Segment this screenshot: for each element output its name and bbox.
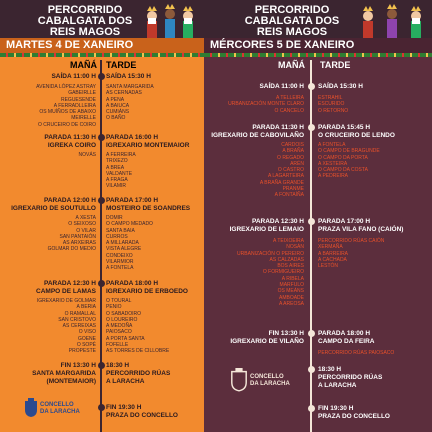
street-name: A FERREIRA (106, 152, 136, 158)
route-label-2: A LARACHA (106, 378, 145, 385)
street-name: A XESTA (75, 215, 96, 221)
street-name: SAN PANTAIÓN (59, 233, 96, 240)
finish-time: FIN 13:30 H (60, 362, 96, 369)
street-list-afternoon-2 (106, 152, 136, 190)
street-name: O CASTRO (277, 167, 304, 174)
street-name: GABEIRLLE (68, 90, 96, 97)
timeline-dot (308, 83, 315, 90)
street-name: A RIBELA (281, 275, 304, 282)
street-name: PERCORRIDO RÚAS CAIÓN (318, 238, 385, 244)
street-name: A XESTEIRA (318, 160, 348, 167)
street-list-morning-4 (37, 298, 96, 355)
street-name: A FERRADLLEIRA (53, 102, 96, 109)
street-name: LESTÓN (318, 263, 339, 270)
street-name: A BARREIRA (318, 250, 349, 257)
finish-place: SANTA MARGARIDA (32, 370, 96, 377)
stop-place: IGREXARIO DE LEMAIO (229, 226, 304, 233)
street-name: VILAMIR (106, 183, 127, 190)
street-name: O VILAR (76, 227, 96, 234)
afternoon-heading: TARDE (106, 60, 137, 70)
street-name: O CANCELO (274, 107, 304, 114)
left-panel-tuesday (0, 0, 204, 432)
street-name: PENIO (106, 304, 122, 311)
finish-afternoon (318, 405, 390, 421)
street-name: A AREOSA (278, 300, 304, 307)
stop-2-morning (11, 197, 96, 213)
street-name: O CAMPO DE BRAGUNDE (318, 148, 380, 155)
stop-3-afternoon (318, 330, 374, 346)
start-morning: SAÍDA 11:00 H (51, 73, 96, 80)
stop-1-morning (44, 134, 96, 150)
street-name: O CRUCEIRO DE COIRO (37, 121, 96, 128)
street-list-afternoon-3 (106, 215, 153, 272)
street-name: AS ARXEIRAS (62, 240, 96, 247)
finish-place: IGREXARIO DE VILAÑO (230, 338, 304, 345)
street-name: MEIRELLE (71, 115, 96, 122)
street-name: SANTA MARGARIDA (106, 84, 154, 90)
start-afternoon: SAÍDA 15:30 H (106, 73, 151, 80)
three-kings-illustration (138, 2, 202, 38)
street-name: XERMAÑA (318, 244, 343, 251)
timeline-dot (98, 197, 105, 204)
street-name: PROPESTE (68, 348, 96, 355)
stop-time: PARADA 18:00 H (318, 330, 371, 337)
street-name: AS CALZADAS (269, 256, 304, 263)
street-name: DOMIR (106, 215, 123, 221)
morning-heading: MAÑÁ (70, 60, 97, 70)
stop-time: PARADA 17:00 H (106, 197, 159, 204)
route-label: PERCORRIDO RÚAS (106, 370, 171, 377)
stop-time: PARADA 11:30 H (252, 124, 304, 131)
street-name: A MILLARADA (106, 240, 139, 247)
stop-time: PARADA 16:00 H (106, 134, 159, 141)
street-name: AS TORRES DE CILLOBRE (106, 348, 170, 355)
timeline-dot (98, 280, 105, 287)
street-name: A PORTA SANTA (106, 335, 145, 342)
street-name: CURROS (106, 233, 128, 240)
street-name: AS CEREIXAS (62, 323, 96, 330)
route-label: PERCORRIDO RÚAS (318, 374, 383, 381)
street-name: O CAMPO DA PORTA (318, 154, 368, 161)
timeline-dot (98, 73, 105, 80)
street-list-afternoon-1 (106, 84, 154, 122)
street-name: AVENIDA LÓPEZ ASTRAY (36, 84, 96, 90)
stop-time: PARADA 17:00 H (318, 218, 371, 225)
stop-place: IGREXARIO DE ERBOEDO (106, 288, 188, 295)
street-name: VALDANTE (106, 170, 133, 177)
stop-time: PARADA 12:30 H (43, 280, 96, 287)
street-name: A BRAÑA (282, 148, 304, 155)
morning-heading: MAÑÁ (278, 60, 305, 70)
finish-place: PRAZA DO CONCELLO (318, 413, 390, 420)
stop-time: PARADA 12:30 H (251, 218, 304, 225)
logo-text: CONCELLO DA LARACHA (40, 402, 80, 415)
stop-2-morning (230, 218, 304, 234)
street-name: A TEIXOEIRA (272, 238, 304, 244)
street-name: IGREXARIO DE GOLMAR (36, 298, 96, 304)
stop-time: PARADA 12:00 H (43, 197, 96, 204)
finish-time: FIN 13:30 H (268, 330, 304, 337)
street-name: A FRAGA (106, 177, 128, 184)
street-name: ESCURIDO (318, 101, 345, 108)
street-name: O RAMALLAL (64, 310, 96, 317)
afternoon-heading: TARDE (320, 60, 351, 70)
street-name: REGUESENDE (60, 96, 96, 103)
stop-time: PARADA 11:30 H (44, 134, 96, 141)
street-name: A BREA (106, 164, 125, 171)
finish-afternoon (106, 404, 178, 420)
concello-logo-icon (230, 368, 248, 392)
timeline-dot (308, 218, 315, 225)
street-list-morning-2 (260, 142, 304, 199)
finish-time: FIN 19:30 H (106, 404, 142, 411)
route-afternoon (106, 362, 170, 386)
stop-1-morning (211, 124, 304, 140)
street-name: O CAMPO MEDADO (106, 221, 153, 228)
street-name: TRIXEZO (106, 158, 128, 165)
street-list-afternoon-1 (318, 95, 348, 114)
street-name: A CACHADA (318, 256, 347, 263)
street-name: NOSÁN (286, 244, 304, 251)
concello-logo-icon (24, 398, 38, 418)
street-list-morning-1 (228, 95, 304, 114)
finish-morning (230, 330, 304, 346)
street-name: OS MUÍÑOS DE ABAIXO (39, 109, 96, 116)
street-name: O VISO (78, 329, 96, 336)
street-name: O BAÑO (106, 115, 126, 122)
street-name: CARDOIS (281, 142, 304, 148)
timeline (310, 60, 312, 432)
street-name: A BERIA (76, 304, 96, 311)
street-name: BOS AIRES (277, 263, 304, 270)
street-list-morning-1 (36, 84, 96, 128)
poster-title: PERCORRIDO CABALGATA DOS REIS MAGOS (37, 4, 133, 38)
stop-place: IGREXARIO DE SOUTULLO (11, 205, 96, 212)
street-name: O RETORNO (318, 107, 349, 114)
header-left (0, 0, 204, 38)
timeline-dot (98, 362, 105, 369)
stop-2-afternoon (106, 197, 190, 213)
street-name: PRANME (282, 186, 304, 193)
garland-decoration (204, 53, 432, 57)
street-name: O TOURAL (106, 298, 132, 304)
street-name: O REGADO (277, 154, 304, 161)
route-label-2: A LARACHA (318, 382, 357, 389)
street-name: AMBOADE (278, 294, 304, 301)
timeline-dot (308, 366, 315, 373)
stop-2-afternoon (318, 218, 403, 234)
street-list-afternoon-3 (318, 238, 384, 269)
street-name: A FONTELA (318, 142, 346, 148)
street-name: CONDEIXO (106, 252, 133, 259)
street-name: SANTA BAIA (106, 227, 135, 234)
stop-sub: PERCORRIDO RÚAS PAIOSACO (318, 350, 395, 356)
stop-time: PARADA 15:45 H (318, 124, 371, 131)
timeline-dot (98, 134, 105, 141)
street-name: GOLMAR DO MEDIO (47, 246, 96, 253)
street-name: O FORMIGUEIRO (262, 269, 304, 276)
finish-sub: (MONTEMAIOR) (46, 378, 96, 385)
street-name: ARÉN (290, 160, 304, 167)
right-panel-wednesday (204, 0, 432, 432)
street-list-afternoon-2 (318, 142, 380, 180)
street-name: PAIOSACO (106, 329, 132, 336)
route-afternoon (318, 366, 382, 390)
street-name: VISTA ALEGRE (106, 246, 142, 253)
street-name: GOENE (77, 335, 96, 342)
street-name: O CAMPO DA COSTA (318, 167, 368, 174)
street-name: FOFELLE (106, 342, 129, 349)
street-name: SAN CRISTOVO (58, 316, 96, 323)
route-time: 18:30 H (318, 366, 342, 373)
stop-3-afternoon (106, 280, 188, 296)
stop-place: MOSTEIRO DE SOANDRES (106, 205, 191, 212)
street-name: A PENA (106, 96, 125, 103)
garland-decoration (0, 53, 204, 57)
start-afternoon: SAÍDA 15:30 H (318, 83, 363, 90)
street-name: OS MEÁNS (277, 288, 304, 295)
stop-place: IGREKA COIRO (47, 142, 96, 149)
start-morning: SAÍDA 11:00 H (259, 83, 304, 90)
stop-place: CAMPO DA FEIRA (318, 338, 375, 345)
stop-1-afternoon (318, 124, 395, 140)
street-name: MARFULO (279, 282, 304, 289)
street-name: A LAGARTEIRA (267, 173, 304, 180)
timeline (100, 60, 102, 432)
timeline-dot (308, 124, 315, 131)
finish-morning (32, 362, 96, 386)
header-right (204, 0, 432, 38)
street-list-morning-3 (48, 215, 96, 253)
street-name: O LOUREIRO (106, 316, 138, 323)
logo-text: CONCELLO DA LARACHA (250, 374, 290, 387)
timeline-dot (98, 404, 105, 411)
street-name: A TELLEIRA (276, 95, 304, 101)
street-name: CUMIÁNS (106, 109, 130, 116)
street-name: A FONTAÍÑA (274, 192, 304, 199)
street-name: O SOPÉ (76, 342, 96, 349)
street-list-afternoon-4 (106, 298, 169, 355)
stop-place: CAMPO DE LAMAS (36, 288, 96, 295)
street-name: URBANIZACIÓN O PEREIRO (237, 250, 304, 257)
stop-place: IGREXARIO MONTEMAIOR (106, 142, 190, 149)
timeline-dot (308, 405, 315, 412)
street-name: A BRAÑA GRANDE (259, 179, 304, 186)
finish-place: PRAZA DO CONCELLO (106, 412, 178, 419)
stop-place: IGREXARIO DE CABOVILAÑO (211, 132, 304, 139)
day-label: MARTES 4 DE XANEIRO (0, 38, 204, 53)
route-time: 18:30 H (106, 362, 130, 369)
street-name: O SEIXOSO (68, 221, 96, 228)
stop-time: PARADA 18:00 H (106, 280, 159, 287)
street-name: A BAIUCA (106, 102, 130, 109)
street-name: AS CERNADAS (106, 90, 142, 97)
stop-1-afternoon (106, 134, 189, 150)
stop-sub: NOVÁS (78, 152, 96, 158)
timeline-dot (308, 330, 315, 337)
stop-place: O CRUCEIRO DE LENDO (318, 132, 395, 139)
street-list-morning-3 (237, 238, 304, 307)
street-name: URBANIZACIÓN MONTE CLARO (228, 101, 304, 108)
street-name: VILARMIOR (106, 259, 134, 266)
street-name: A FONTELA (106, 265, 134, 272)
finish-time: FIN 19:30 H (318, 405, 354, 412)
street-name: ESTRAHIL (318, 95, 343, 101)
poster-title: PERCORRIDO CABALGATA DOS REIS MAGOS (244, 4, 340, 38)
street-name: O SABADOIRO (106, 310, 142, 317)
street-name: A PEDREIRA (318, 173, 349, 180)
day-label: MÉRCORES 5 DE XANEIRO (204, 38, 432, 53)
street-name: A MEDOÑA (106, 323, 133, 330)
three-kings-illustration (354, 2, 430, 38)
stop-3-morning (36, 280, 96, 296)
stop-place: PRAZA VILA FANO (CAIÓN) (318, 226, 404, 233)
